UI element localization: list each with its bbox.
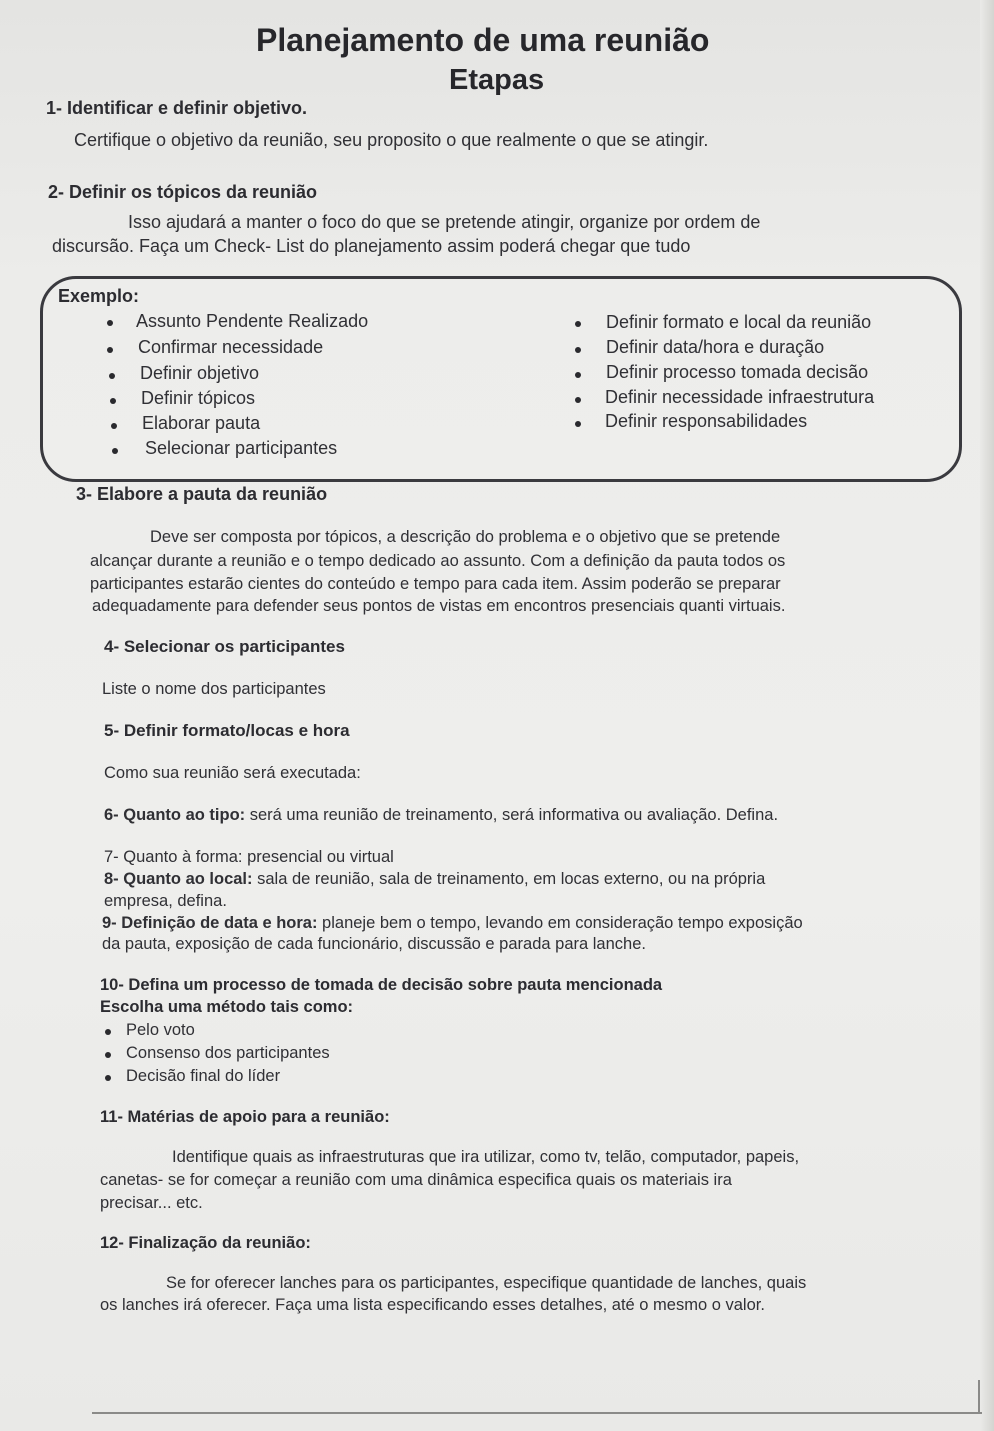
section-8-line-2: empresa, defina. xyxy=(104,892,227,910)
bullet xyxy=(575,421,581,427)
section-6-lead: 6- Quanto ao tipo: xyxy=(104,806,246,824)
bullet xyxy=(575,397,581,403)
section-3-line-1: Deve ser composta por tópicos, a descrição do problema e o objetivo que se pretende xyxy=(150,528,781,546)
example-right-item: Definir formato e local da reunião xyxy=(606,312,872,332)
example-right-item: Definir necessidade infraestrutura xyxy=(605,387,875,407)
bullet xyxy=(112,448,118,454)
method-item: Decisão final do líder xyxy=(126,1067,281,1085)
section-5-heading: 5- Definir formato/locas e hora xyxy=(104,721,350,740)
bullet xyxy=(105,1029,111,1035)
section-12-line-2: os lanches irá oferecer. Faça uma lista especificando esses detalhes, até o mesmo o valor. xyxy=(100,1296,765,1314)
method-item: Consenso dos participantes xyxy=(126,1044,330,1062)
bullet xyxy=(111,423,117,429)
section-10-subheading: Escolha uma método tais como: xyxy=(100,998,354,1016)
section-11-line-2: canetas- se for começar a reunião com uma dinâmica especifica quais os materiais ira xyxy=(100,1171,732,1189)
method-item: Pelo voto xyxy=(126,1021,195,1039)
section-2-line-1: Isso ajudará a manter o foco do que se pretende atingir, organize por ordem de xyxy=(128,212,761,232)
section-7-lead: 7- Quanto à forma: xyxy=(104,848,243,866)
example-label: Exemplo: xyxy=(58,286,140,306)
bullet xyxy=(107,320,113,326)
section-9-lead: 9- Definição de data e hora: xyxy=(102,914,318,932)
section-11-line-1: Identifique quais as infraestruturas que ira utilizar, como tv, telão, computador, papeis, xyxy=(172,1148,800,1166)
bullet xyxy=(105,1052,111,1058)
section-7-line xyxy=(104,848,394,867)
document-subtitle: Etapas xyxy=(449,64,545,96)
section-8-line xyxy=(104,870,765,889)
example-left-item: Elaborar pauta xyxy=(142,413,261,433)
bullet xyxy=(109,373,115,379)
example-left-item: Definir objetivo xyxy=(140,363,260,383)
section-10-heading: 10- Defina um processo de tomada de decisão sobre pauta mencionada xyxy=(100,976,663,994)
example-left-item: Confirmar necessidade xyxy=(138,337,324,357)
section-8-text: sala de reunião, sala de treinamento, em locas externo, ou na própria xyxy=(252,870,766,888)
bullet xyxy=(575,347,581,353)
page-corner-border xyxy=(978,1380,980,1414)
section-3-heading: 3- Elabore a pauta da reunião xyxy=(76,484,328,504)
example-right-item: Definir responsabilidades xyxy=(605,411,808,431)
section-4-text: Liste o nome dos participantes xyxy=(102,680,326,698)
example-left-item: Selecionar participantes xyxy=(145,438,338,458)
example-left-item: Definir tópicos xyxy=(141,388,256,408)
section-3-line-2: alcançar durante a reunião e o tempo dedicado ao assunto. Com a definição da pauta todos os xyxy=(90,552,786,570)
section-1-heading: 1- Identificar e definir objetivo. xyxy=(46,98,308,118)
section-9-text: planeje bem o tempo, levando em consideração tempo exposição xyxy=(317,914,803,932)
section-11-heading: 11- Matérias de apoio para a reunião: xyxy=(100,1108,390,1126)
section-9-line xyxy=(102,914,803,933)
section-1-text: Certifique o objetivo da reunião, seu proposito o que realmente o que se atingir. xyxy=(74,130,709,150)
section-2-line-2: discursão. Faça um Check- List do planejamento assim poderá chegar que tudo xyxy=(52,236,691,256)
page-bottom-border xyxy=(92,1412,982,1414)
section-3-line-4: adequadamente para defender seus pontos de vistas em encontros presenciais quanti virtuais. xyxy=(92,597,786,615)
section-3-line-3: participantes estarão cientes do conteúdo e tempo para cada item. Assim poderão se preparar xyxy=(90,575,781,593)
section-9-line-2: da pauta, exposição de cada funcionário, discussão e parada para lanche. xyxy=(102,935,646,953)
section-5-text: Como sua reunião será executada: xyxy=(104,764,361,782)
bullet xyxy=(107,347,113,353)
section-7-text: presencial ou virtual xyxy=(242,848,394,866)
section-8-lead: 8- Quanto ao local: xyxy=(104,870,253,888)
section-12-heading: 12- Finalização da reunião: xyxy=(100,1234,311,1252)
example-right-item: Definir data/hora e duração xyxy=(606,337,825,357)
section-6-text: será uma reunião de treinamento, será informativa ou avaliação. Defina. xyxy=(245,806,779,824)
section-12-line-1: Se for oferecer lanches para os participantes, especifique quantidade de lanches, quais xyxy=(166,1274,807,1292)
page-edge xyxy=(980,0,994,1431)
bullet xyxy=(105,1075,111,1081)
bullet xyxy=(575,321,581,327)
bullet xyxy=(575,372,581,378)
document-title: Planejamento de uma reunião xyxy=(256,22,710,58)
section-6-line xyxy=(104,806,778,825)
section-2-heading: 2- Definir os tópicos da reunião xyxy=(48,182,318,202)
section-4-heading: 4- Selecionar os participantes xyxy=(104,637,345,656)
example-left-item: Assunto Pendente Realizado xyxy=(136,311,369,331)
section-11-line-3: precisar... etc. xyxy=(100,1194,203,1212)
example-right-item: Definir processo tomada decisão xyxy=(606,362,869,382)
bullet xyxy=(110,398,116,404)
